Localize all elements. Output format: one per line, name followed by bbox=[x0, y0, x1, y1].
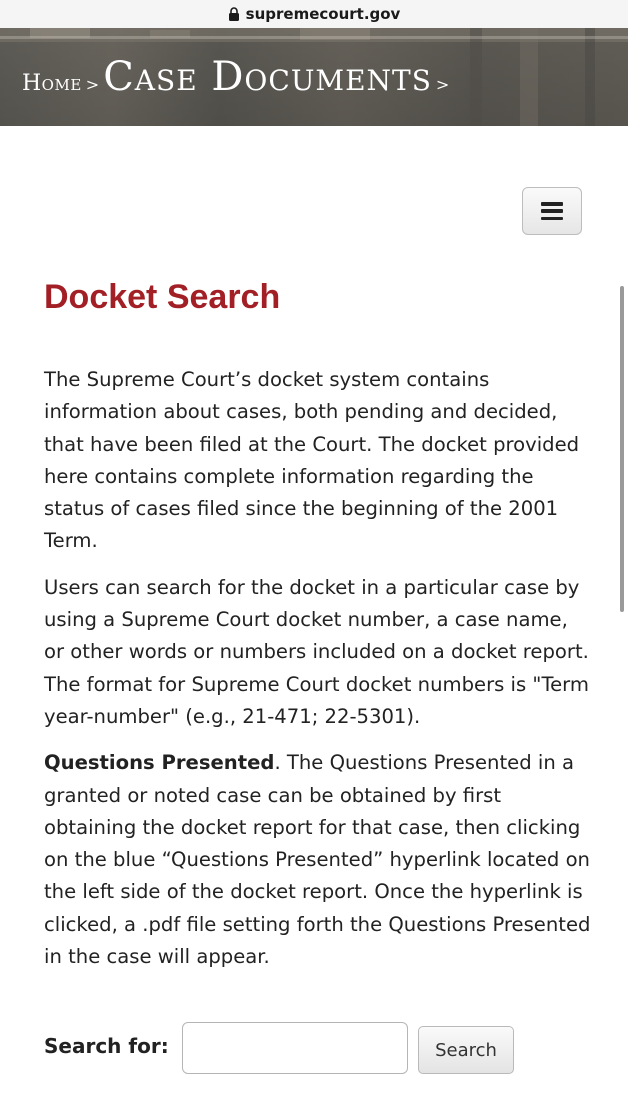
search-button[interactable]: Search bbox=[418, 1026, 514, 1074]
page-banner bbox=[0, 28, 628, 126]
browser-url-bar[interactable] bbox=[0, 0, 628, 28]
breadcrumb bbox=[22, 54, 453, 100]
questions-presented-heading: Questions Presented bbox=[44, 751, 275, 775]
scrollbar[interactable] bbox=[620, 286, 624, 612]
page-title: Docket Search bbox=[44, 278, 281, 316]
questions-presented-paragraph bbox=[44, 747, 592, 973]
intro-paragraph: The Supreme Court’s docket system contains information about cases, both pending and decided, that have been filed at the Court. The docket provided here contains complete information regarding the status of cases filed since the beginning of the 2001 Term. bbox=[44, 368, 580, 553]
menu-button[interactable] bbox=[522, 187, 582, 235]
search-input[interactable] bbox=[182, 1022, 408, 1074]
lock-icon bbox=[228, 7, 240, 21]
search-form bbox=[44, 1022, 604, 1076]
hamburger-menu-icon bbox=[541, 202, 563, 220]
search-instructions-paragraph: Users can search for the docket in a particular case by using a Supreme Court docket number, a case name, or other words or numbers included on a docket report. The format for Supreme Court docket numbers is "Term year-number" (e.g., 21-471; 22-5301). bbox=[44, 575, 589, 728]
search-label: Search for: bbox=[44, 1034, 169, 1058]
page-content bbox=[44, 364, 592, 987]
url-text: supremecourt.gov bbox=[245, 5, 401, 23]
breadcrumb-home-link[interactable]: Home bbox=[22, 71, 82, 96]
questions-presented-text: . The Questions Presented in a granted or noted case can be obtained by first obtaining the docket report for that case, then clicking on the blue “Questions Presented” hyperlink located on the left side of the docket report. Once the hyperlink is clicked, a .pdf file setting forth the Questions Presented in the case will appear. bbox=[44, 751, 591, 969]
breadcrumb-separator-trailing: > bbox=[435, 75, 450, 94]
breadcrumb-current-page[interactable]: Case Documents bbox=[103, 54, 432, 100]
breadcrumb-separator: > bbox=[85, 75, 100, 94]
